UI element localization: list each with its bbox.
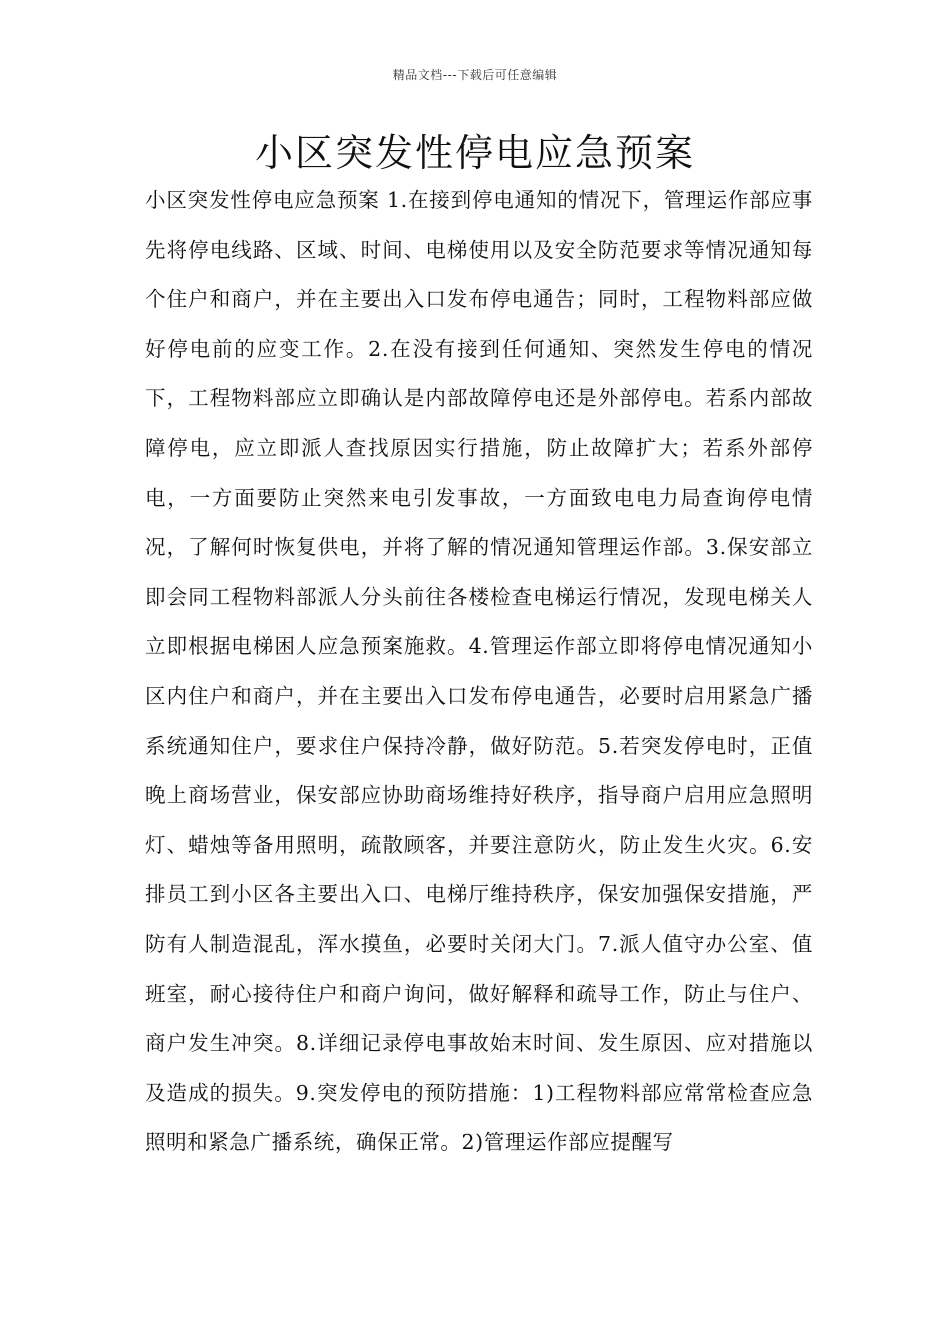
header-note: 精品文档---下载后可任意编辑 [392,68,558,82]
document-body: 小区突发性停电应急预案 1.在接到停电通知的情况下，管理运作部应事先将停电线路、区域、时间、电梯使用以及安全防范要求等情况通知每个住户和商户，并在主要出入口发布停电通告；同时，工程物料部应做好停电前的应变工作。2.在没有接到任何通知、突然发生停电的情况下，工程物料部应立即确认是内部故障停电还是外部停电。若系内部故障停电，应立即派人查找原因实行措施，防止故障扩大；若系外部停电，一方面要防止突然来电引发事故，一方面致电电力局查询停电情况，了解何时恢复供电，并将了解的情况通知管理运作部。3.保安部立即会同工程物料部派人分头前往各楼检查电梯运行情况，发现电梯关人立即根据电梯困人应急预案施救。4.管理运作部立即将停电情况通知小区内住户和商户，并在主要出入口发布停电通告，必要时启用紧急广播系统通知住户，要求住户保持冷静，做好防范。5.若突发停电时，正值晚上商场营业，保安部应协助商场维持好秩序，指导商户启用应急照明灯、蜡烛等备用照明，疏散顾客，并要注意防火，防止发生火灾。6.安排员工到小区各主要出入口、电梯厅维持秩序，保安加强保安措施，严防有人制造混乱，浑水摸鱼，必要时关闭大门。7.派人值守办公室、值班室，耐心接待住户和商户询问，做好解释和疏导工作，防止与住户、商户发生冲突。8.详细记录停电事故始末时间、发生原因、应对措施以及造成的损失。9.突发停电的预防措施：1)工程物料部应常常检查应急照明和紧急广播系统，确保正常。2)管理运作部应提醒写 [145,188,813,1155]
document-title: 小区突发性停电应急预案 [254,131,695,175]
